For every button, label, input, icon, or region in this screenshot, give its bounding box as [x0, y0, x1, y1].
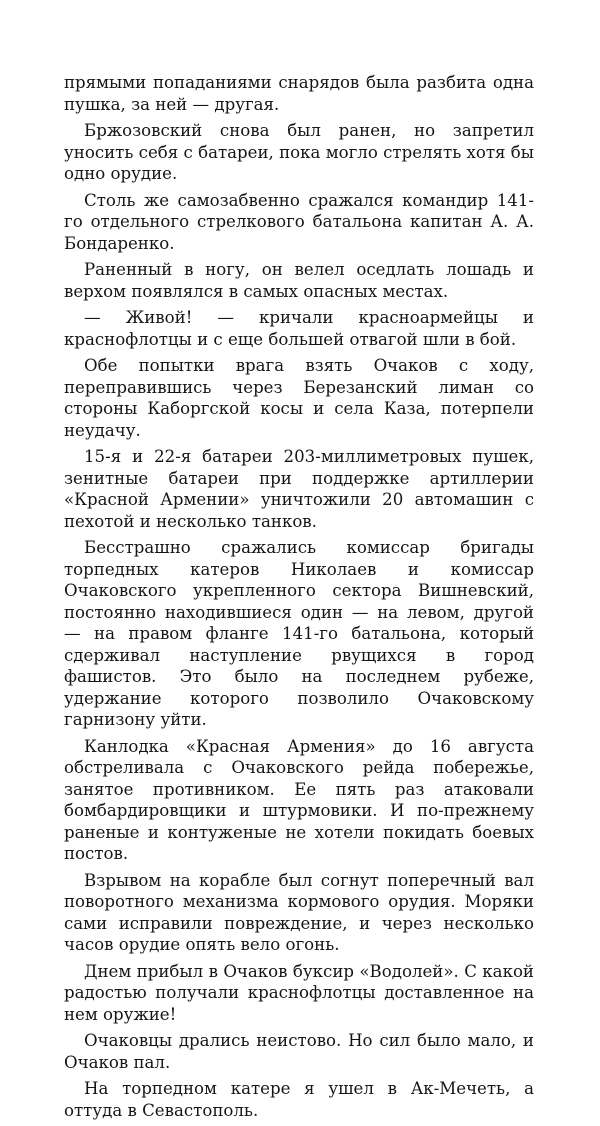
paragraph-1: прямыми попаданиями снарядов была разбита одна пушка, за ней — другая. [64, 73, 534, 114]
paragraph-13: На торпедном катере я ушел в Ак-Мечеть, а оттуда в Севастополь. [64, 1079, 534, 1120]
paragraph-12: Очаковцы дрались неистово. Но сил было мало, и Очаков пал. [64, 1031, 534, 1072]
paragraph-10: Взрывом на корабле был согнут поперечный вал поворотного механизма кормового орудия. Моряки сами исправили повреждение, и через несколько часов орудие опять вело огонь. [64, 870, 534, 954]
book-page-text [64, 72, 534, 1126]
paragraph-6: Обе попытки врага взять Очаков с ходу, переправившись через Березанский лиман со стороны Каборгской косы и села Каза, потерпели неудачу. [64, 356, 534, 440]
paragraph-4: Раненный в ногу, он велел оседлать лошадь и верхом появлялся в самых опасных местах. [64, 260, 534, 301]
paragraph-8: Бесстрашно сражались комиссар бригады торпедных катеров Николаев и комиссар Очаковского укрепленного сектора Вишневский, постоянно находившиеся один — на левом, другой — на правом фланге 141-го батальона, который сдерживал наступление рвущихся в город фашистов. Это было на последнем рубеже, удержание которого позволило Очаковскому гарнизону уйти. [64, 538, 534, 729]
paragraph-7: 15-я и 22-я батареи 203-миллиметровых пушек, зенитные батареи при поддержке артиллерии «Красной Армении» уничтожили 20 автомашин с пехотой и несколько танков. [64, 447, 534, 531]
paragraph-5: — Живой! — кричали красноармейцы и краснофлотцы и с еще большей отвагой шли в бой. [64, 308, 534, 349]
paragraph-2: Бржозовский снова был ранен, но запретил уносить себя с батареи, пока могло стрелять хотя бы одно орудие. [64, 121, 534, 183]
paragraph-3: Столь же самозабвенно сражался командир 141-го отдельного стрелкового батальона капитан А. А. Бондаренко. [64, 190, 534, 253]
paragraph-9: Канлодка «Красная Армения» до 16 августа обстреливала с Очаковского рейда побережье, занятое противником. Ее пять раз атаковали бомбардировщики и штурмовики. И по-прежнему раненые и контуженые не хотели покидать боевых постов. [64, 736, 534, 863]
paragraph-11: Днем прибыл в Очаков буксир «Водолей». С какой радостью получали краснофлотцы доставленное на нем оружие! [64, 961, 534, 1024]
